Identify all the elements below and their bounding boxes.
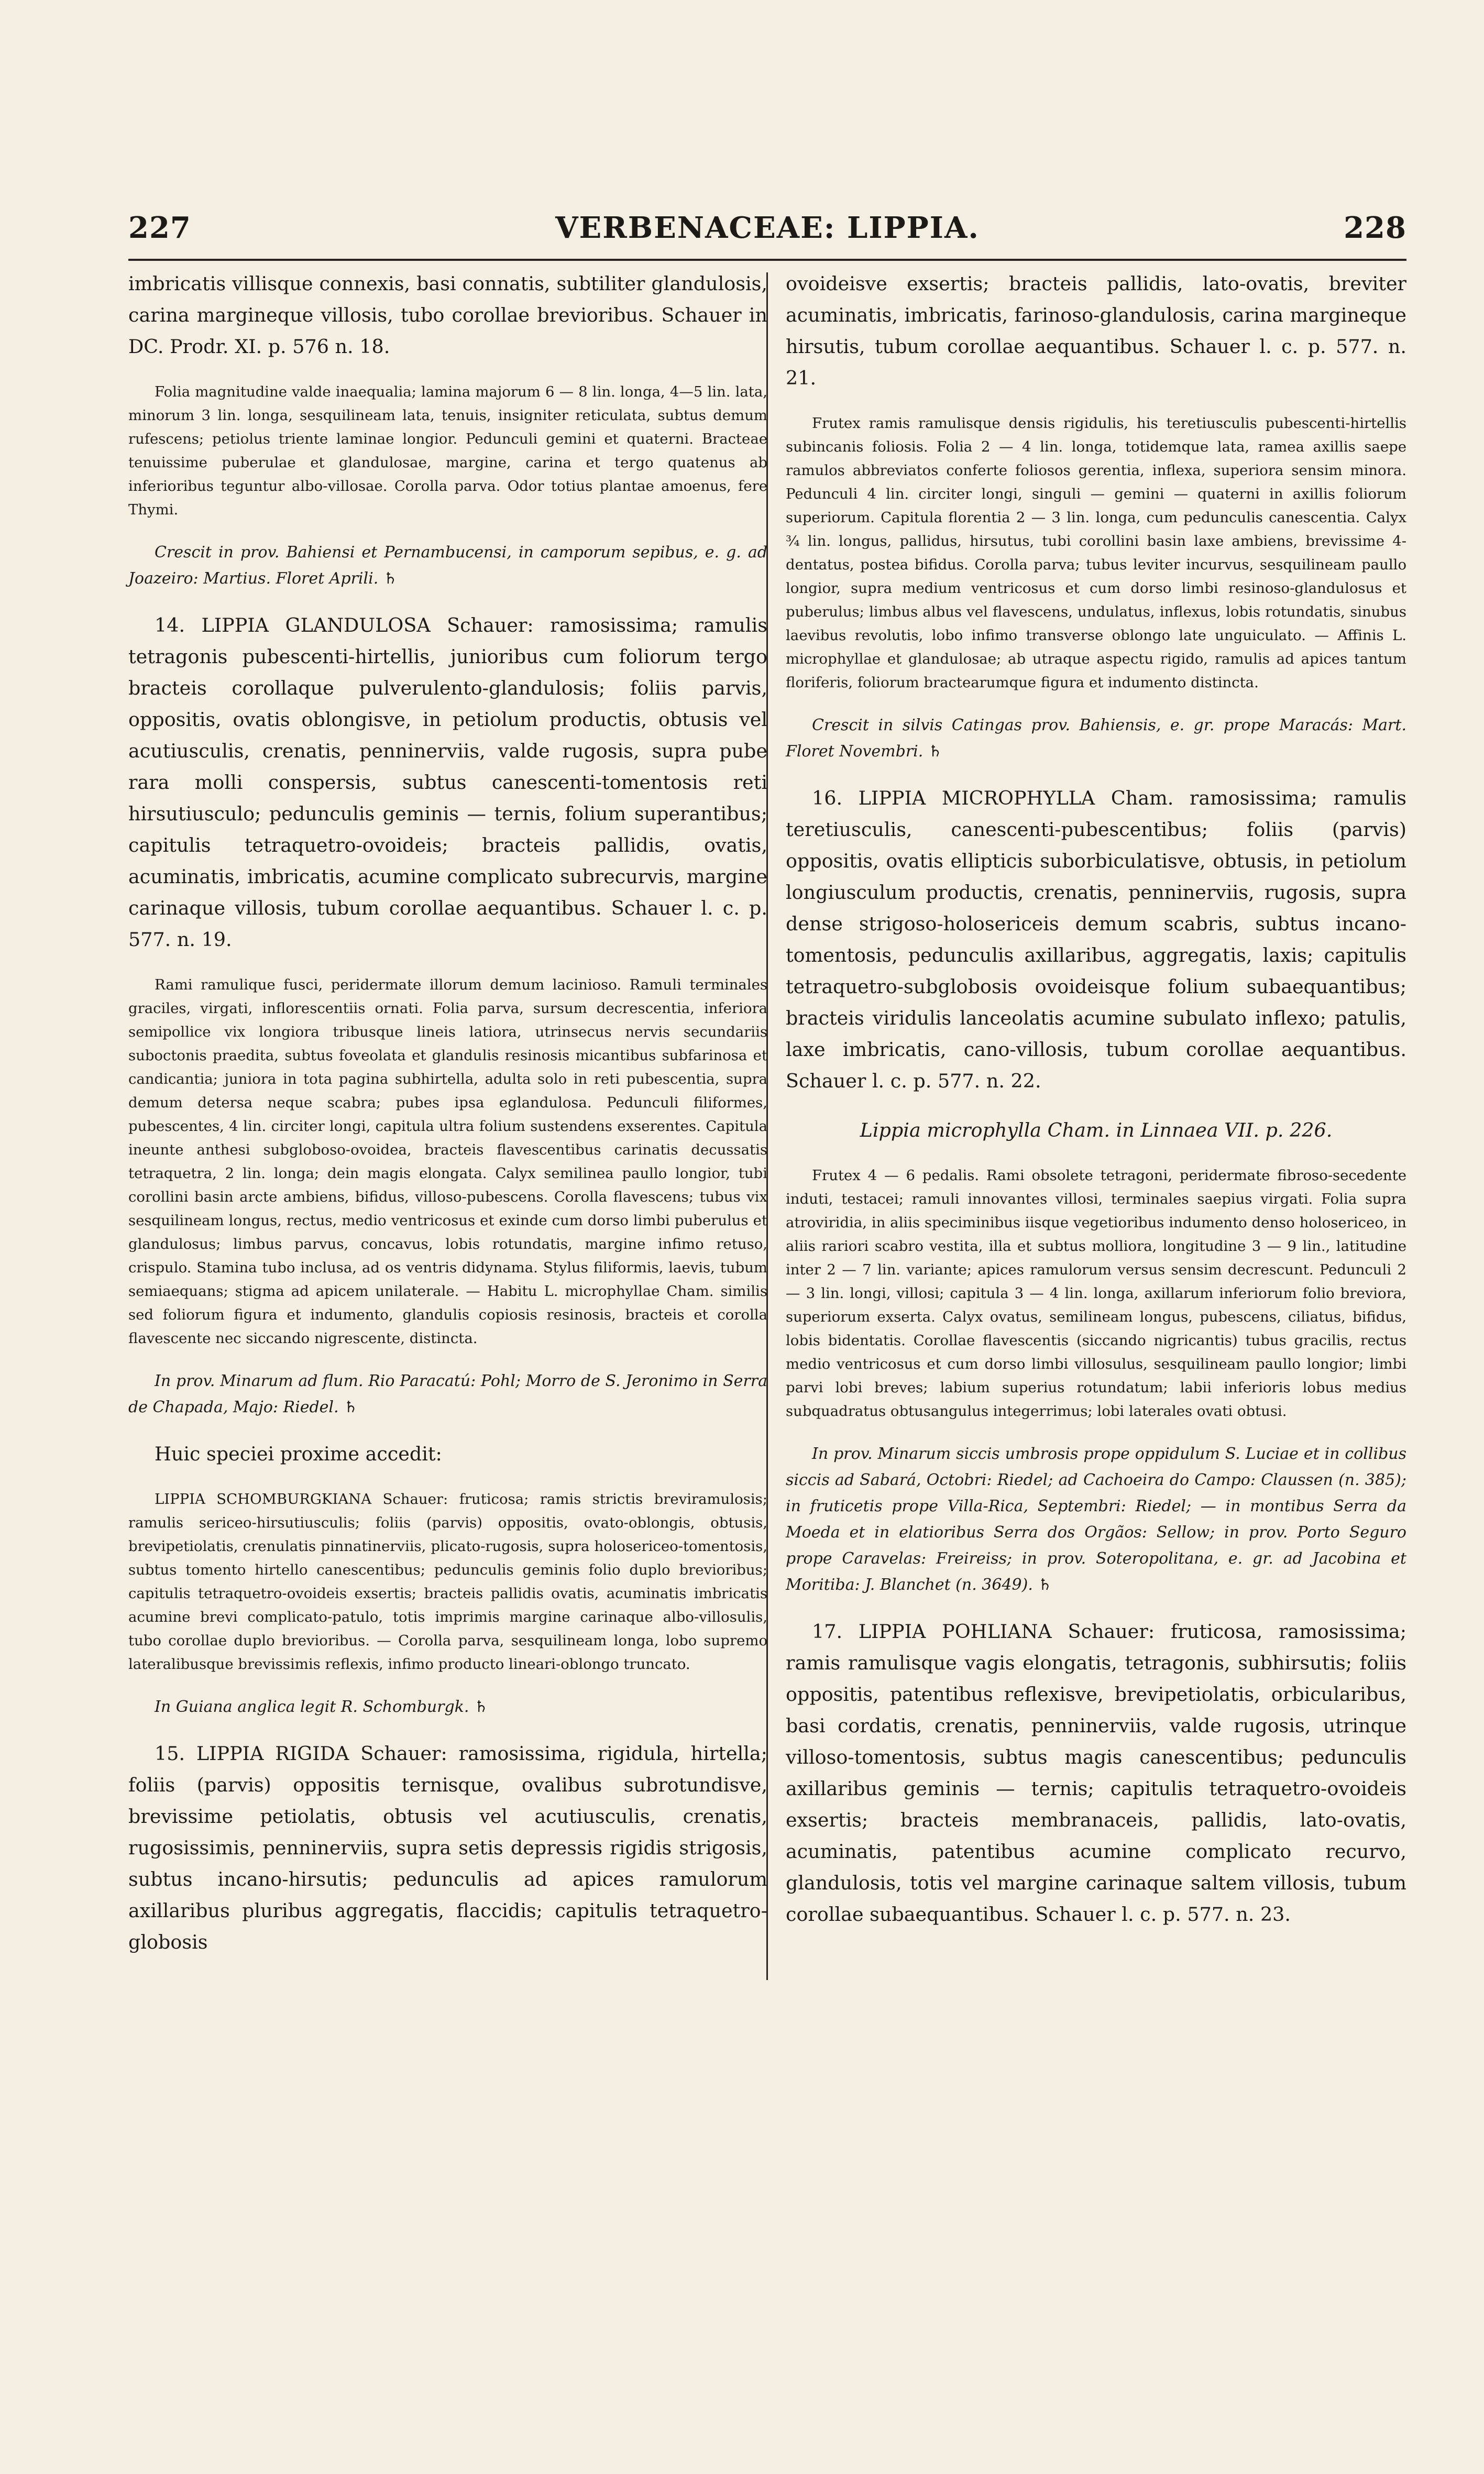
species-13-diagnosis-end: imbricatis villisque connexis, basi connatis, subtiliter glandulosis, carina margineque villosis, tubo corollae brevioribus. Schauer in DC. Prodr. XI. p. 576 n. 18. <box>128 272 767 358</box>
species-15-diagnosis: 15. LIPPIA RIGIDA Schauer: ramosissima, rigidula, hirtella; foliis (parvis) oppositis ternisque, ovalibus subrotundisve, brevissime petiolatis, obtusis vel acutiusculis, crenatis, rugosissimis, penninerviis, supra setis depressis rigidis strigosis, subtus incano-hirsutis; pedunculis ad apices ramulorum axillaribus pluribus aggregatis, flaccidis; capitulis tetraquetro-globosis <box>128 1742 767 1953</box>
species-17-diagnosis: 17. LIPPIA POHLIANA Schauer: fruticosa, ramosissima; ramis ramulisque vagis elongatis, tetragonis, subhirsutis; foliis oppositis, patentibus reflexisve, brevipetiolatis, orbicularibus, basi cordatis, crenatis, penninerviis, valde rugosis, utrinque villoso-tomentosis, subtus magis canescentibus; pedunculis axillaribus geminis — ternis; capitulis tetraquetro-ovoideis exsertis; bracteis membranaceis, pallidis, lato-ovatis, acuminatis, patentibus acumine complicato recurvo, glandulosis, totis vel margine carinaque saltem villosis, tubum corollae subaequantibus. Schauer l. c. p. 577. n. 23. <box>786 1620 1406 1926</box>
left-column <box>128 268 767 1976</box>
running-title: VERBENACEAE: LIPPIA. <box>555 211 980 245</box>
species-16-description: Frutex 4 — 6 pedalis. Rami obsolete tetragoni, peridermate fibroso-secedente induti, testacei; ramuli innovantes villosi, terminales saepius virgati. Folia supra atroviridia, in aliis speciminibus iisque vegetioribus indumento denso holosericeo, in aliis rariori scabro vestita, illa et subtus molliora, longitudine 3 — 9 lin., latitudine inter 2 — 7 lin. variante; apices ramulorum versus sensim decrescunt. Pedunculi 2 — 3 lin. longi, villosi; capitula 3 — 4 lin. longa, axillarum inferiorum folio breviora, superiorum exserta. Calyx ovatus, semilineam longus, pubescens, ciliatus, bifidus, lobis bidentatis. Corollae flavescentis (siccando nigricantis) tubus gracilis, rectus medio ventricosus et cum dorso limbi villosulus, sesquilineam paullo longior; limbi parvi lobi breves; labium superius rotundatum; labii inferioris lobus medius subquadratus obtusangulus integerrimus; lobi laterales ovati obtusi. <box>786 1167 1406 1420</box>
species-15-locality: Crescit in silvis Catingas prov. Bahiensis, e. gr. prope Maracás: Mart. Floret Novembri. ♄ <box>786 716 1406 761</box>
schomburgkiana-locality: In Guiana anglica legit R. Schomburgk. ♄ <box>155 1698 488 1716</box>
species-16-synonym: Lippia microphylla Cham. in Linnaea VII. p. 226. <box>860 1119 1333 1141</box>
species-14-diagnosis: 14. LIPPIA GLANDULOSA Schauer: ramosissima; ramulis tetragonis pubescenti-hirtellis, junioribus cum foliorum tergo bracteis corollaque pulverulento-glandulosis; foliis parvis, oppositis, ovatis oblongisve, in petiolum productis, obtusis vel acutiusculis, crenatis, penninerviis, valde rugosis, supra pube rara molli conspersis, subtus canescenti-tomentosis reti hirsutiusculo; pedunculis geminis — ternis, folium superantibus; capitulis tetraquetro-ovoideis; bracteis pallidis, ovatis, acuminatis, imbricatis, acumine complicato subrecurvis, margine carinaque villosis, tubum corollae aequantibus. Schauer l. c. p. 577. n. 19. <box>128 614 767 951</box>
species-16-locality: In prov. Minarum siccis umbrosis prope oppidulum S. Luciae et in collibus siccis ad Sabará, Octobri: Riedel; ad Cachoeira do Campo: Claussen (n. 385); in fruticetis prope Villa-Rica, Septembri: Riedel; — in montibus Serra da Moeda et in elatioribus Serra dos Orgãos: Sellow; in prov. Porto Seguro prope Caravelas: Freireiss; in prov. Soteropolitana, e. gr. ad Jacobina et Moritiba: J. Blanchet (n. 3649). ♄ <box>786 1445 1406 1594</box>
species-13-description: Folia magnitudine valde inaequalia; lamina majorum 6 — 8 lin. longa, 4—5 lin. lata, minorum 3 lin. longa, sesquilineam lata, tenuis, insigniter reticulata, subtus demum rufescens; petiolus triente laminae longior. Pedunculi gemini et quaterni. Bracteae tenuissime puberulae et glandulosae, margine, carina et tergo quatenus ab inferioribus teguntur albo-villosae. Corolla parva. Odor totius plantae amoenus, fere Thymi. <box>128 383 767 518</box>
left-page-number: 227 <box>128 211 191 245</box>
species-13-locality: Crescit in prov. Bahiensi et Pernambucensi, in camporum sepibus, e. g. ad Joazeiro: Martius. Floret Aprili. ♄ <box>128 543 767 588</box>
schomburgkiana-diagnosis: LIPPIA SCHOMBURGKIANA Schauer: fruticosa; ramis strictis breviramulosis; ramulis sericeo-hirsutiusculis; foliis (parvis) oppositis, ovato-oblongis, obtusis, brevipetiolatis, crenulatis pinnatinerviis, plicato-rugosis, supra holosericeo-tomentosis, subtus tomento hirtello canescentibus; pedunculis geminis folio duplo brevioribus; capitulis tetraquetro-ovoideis exsertis; bracteis pallidis ovatis, acuminatis imbricatis acumine brevi complicato-patulo, totis imprimis margine carinaque albo-villosulis, tubo corollae duplo brevioribus. — Corolla parva, sesquilineam longa, lobo supremo lateralibusque brevissimis reflexis, infimo producto lineari-oblongo truncato. <box>128 1491 767 1673</box>
species-14-locality: In prov. Minarum ad flum. Rio Paracatú: Pohl; Morro de S. Jeronimo in Serra de Chapada, Majo: Riedel. ♄ <box>128 1372 767 1416</box>
right-page-number: 228 <box>1344 211 1406 245</box>
species-15-diagnosis-end: ovoideisve exsertis; bracteis pallidis, lato-ovatis, breviter acuminatis, imbricatis, farinoso-glandulosis, carina margineque hirsutis, tubum corollae aequantibus. Schauer l. c. p. 577. n. 21. <box>786 272 1406 389</box>
species-16-diagnosis: 16. LIPPIA MICROPHYLLA Cham. ramosissima; ramulis teretiusculis, canescenti-pubescentibus; foliis (parvis) oppositis, ovatis ellipticis suborbiculatisve, obtusis, in petiolum longiusculum productis, crenatis, penninerviis, rugosis, supra dense strigoso-holosericeis demum scabris, subtus incano-tomentosis, pedunculis axillaribus, aggregatis, laxis; capitulis tetraquetro-subglobosis ovoideisque folium subaequantibus; bracteis viridulis lanceolatis acumine subulato inflexo; patulis, laxe imbricatis, cano-villosis, tubum corollae aequantibus. Schauer l. c. p. 577. n. 22. <box>786 787 1406 1092</box>
header-rule <box>128 259 1406 261</box>
page-header <box>128 211 1406 252</box>
related-species-intro: Huic speciei proxime accedit: <box>155 1443 442 1465</box>
species-15-description: Frutex ramis ramulisque densis rigidulis, his teretiusculis pubescenti-hirtellis subincanis foliosis. Folia 2 — 4 lin. longa, totidemque lata, ramea axillis saepe ramulos abbreviatos conferte foliosos gerentia, inflexa, superiora sensim minora. Pedunculi 4 lin. circiter longi, singuli — gemini — quaterni in axillis foliorum superiorum. Capitula florentia 2 — 3 lin. longa, cum pedunculis canescentia. Calyx ¾ lin. longus, pallidus, hirsutus, tubi corollini basin laxe ambiens, brevissime 4-dentatus, postea bifidus. Corolla parva; tubus leviter incurvus, sesquilineam paullo longior, supra medium ventricosus et cum dorso limbi resinoso-glandulosus et puberulus; limbus albus vel flavescens, undulatus, inflexus, lobis rotundatis, sinubus laevibus revolutis, lobo infimo transverse oblongo late unguiculato. — Affinis L. microphyllae et glandulosae; ab utraque aspectu rigido, ramulis ad apices tantum floriferis, foliorum bractearumque figura et indumento distincta. <box>786 415 1406 691</box>
species-14-description: Rami ramulique fusci, peridermate illorum demum lacinioso. Ramuli terminales graciles, virgati, inflorescentiis ornati. Folia parva, sursum decrescentia, inferiora semipollice vix longiora tribusque lineis latiora, utrinsecus nervis secundariis suboctonis praedita, subtus foveolata et glandulis resinosis micantibus subfarinosa et candicantia; juniora in tota pagina subhirtella, adulta solo in reti pubescentia, supra demum detersa neque scabra; pubes ipsa eglandulosa. Pedunculi filiformes, pubescentes, 4 lin. circiter longi, capitula ultra folium sustendens exserentes. Capitula ineunte anthesi subgloboso-ovoidea, bracteis flavescentibus carinatis decussatis tetraquetra, 2 lin. longa; dein magis elongata. Calyx semilinea paullo longior, tubi corollini basin arcte ambiens, bifidus, villoso-pubescens. Corolla flavescens; tubus vix sesquilineam longus, rectus, medio ventricosus et exinde cum dorso limbi puberulus et glandulosus; limbus parvus, concavus, lobis rotundatis, margine infimo retuso, crispulo. Stamina tubo inclusa, ad os ventris didynama. Stylus filiformis, laevis, tubum semiaequans; stigma ad apicem unilaterale. — Habitu L. microphyllae Cham. similis sed foliorum figura et indumento, glandulis copiosis resinosis, bracteis et corolla flavescente nec siccando nigrescente, distincta. <box>128 976 767 1347</box>
right-column <box>786 268 1406 1948</box>
